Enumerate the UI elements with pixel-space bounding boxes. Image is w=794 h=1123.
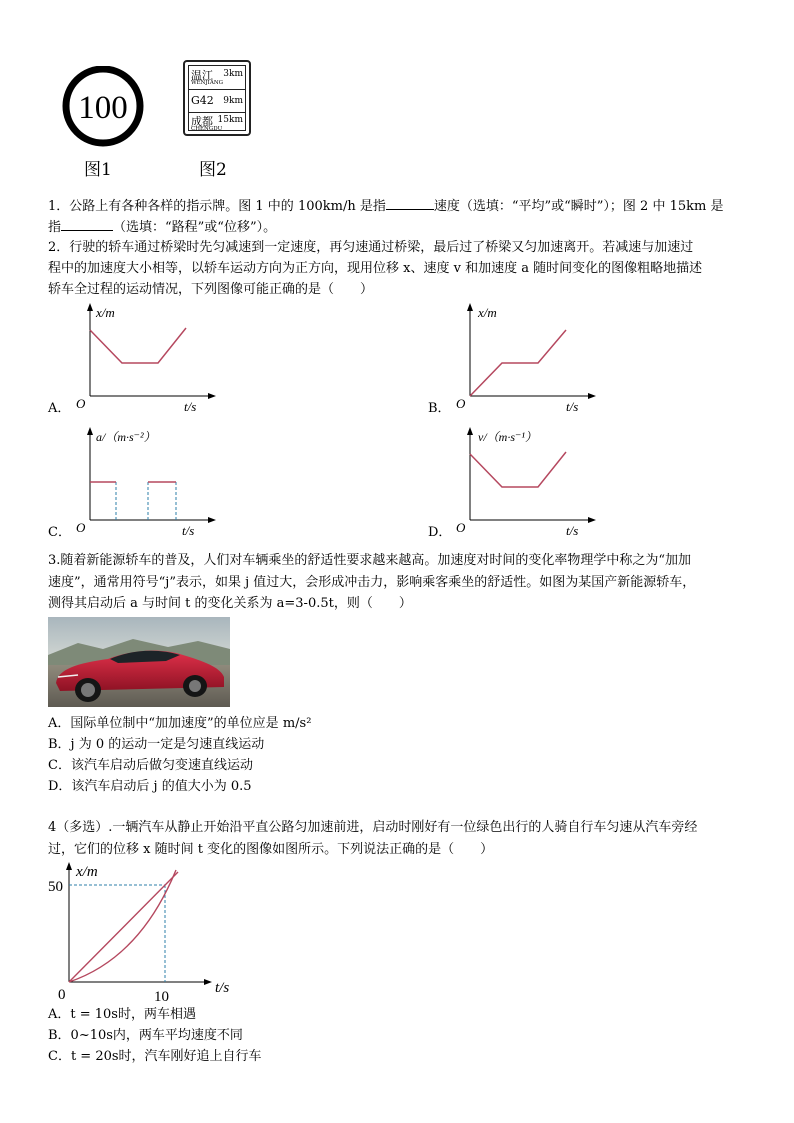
q2-graph-c[interactable] [70,424,220,544]
speed-limit-sign [60,66,150,152]
q3-option-a[interactable]: A．国际单位制中“加加速度”的单位应是 m/s² [48,716,312,731]
q4-line1: 4（多选）.一辆汽车从静止开始沿平直公路匀加速前进，启动时刚好有一位绿色出行的人骑自行车匀速从汽车旁经 [48,820,698,835]
q2-graph-b[interactable] [450,300,600,420]
q4-option-c[interactable]: C．t = 20s时，汽车刚好追上自行车 [48,1049,262,1064]
fig2-caption: 图2 [199,160,227,180]
distance-sign [183,60,251,136]
q2d-ylabel: v/（m·s⁻¹） [478,430,537,444]
sign-row-g42: G42 9km [189,89,245,113]
q2-option-b-letter[interactable]: B． [428,401,451,416]
q2a-origin: O [76,396,86,411]
q2b-origin: O [456,396,466,411]
q4-ylabel: x/m [76,864,98,880]
q2-option-d-letter[interactable]: D． [428,525,452,540]
q2a-curve [90,328,186,363]
q2-graph-a[interactable] [70,300,220,420]
q4-graph [40,858,240,1006]
car-photo [48,617,230,707]
fig1-caption: 图1 [84,160,112,180]
q3-line2: 速度”，通常用符号“j”表示，如果 j 值过大，会形成冲击力，影响乘客乘坐的舒适性。如图为某国产新能源轿车， [48,575,696,590]
sign-row-chengdu: 成都 15km CHENGDU [191,115,243,132]
q2c-ylabel: a/（m·s⁻²） [96,430,156,444]
q2a-xlabel: t/s [184,399,197,414]
q3-line1: 3.随着新能源轿车的普及，人们对车辆乘坐的舒适性要求越来越高。加速度对时间的变化率物理学中称之为“加加 [48,553,692,568]
q2b-xlabel: t/s [566,399,579,414]
q2c-xlabel: t/s [182,523,195,538]
q2d-origin: O [456,520,466,535]
q4-origin: 0 [58,987,66,1003]
speed-limit-value: 100 [78,90,128,126]
q2d-curve [470,452,566,487]
q2d-xlabel: t/s [566,523,579,538]
q2-line1: 2．行驶的轿车通过桥梁时先匀减速到一定速度，再匀速通过桥梁，最后过了桥梁又匀加速离开。若减速与加速过 [48,240,694,255]
q4-bicycle-line [69,872,178,982]
q1-line1: 1．公路上有各种各样的指示牌。图 1 中的 100km/h 是指 速度（选填：“平均”或“瞬时”）；图 2 中 15km 是 [48,195,723,217]
q2b-curve [470,330,566,396]
q2-line2: 程中的加速度大小相等，以轿车运动方向为正方向，现用位移 x、速度 v 和加速度 a 随时间变化的图像粗略地描述 [48,261,703,276]
q3-line3: 测得其启动后 a 与时间 t 的变化关系为 a=3-0.5t，则（ ） [48,596,412,611]
q2c-origin: O [76,520,86,535]
q4-x-tick: 10 [154,989,169,1005]
q4-xlabel: t/s [215,980,230,996]
q3-option-d[interactable]: D．该汽车启动后 j 的值大小为 0.5 [48,779,252,794]
q3-option-b[interactable]: B．j 为 0 的运动一定是匀速直线运动 [48,737,265,752]
q2-option-a-letter[interactable]: A． [48,401,71,416]
q3-option-c[interactable]: C．该汽车启动后做匀变速直线运动 [48,758,253,773]
q1-line2: 指 （选填：“路程”或“位移”）。 [48,216,276,238]
q4-line2: 过，它们的位移 x 随时间 t 变化的图像如图所示。下列说法正确的是（ ） [48,842,494,857]
sign-row-wenjiang: 温江 3km WENJIANG [189,66,245,90]
q2b-ylabel: x/m [478,305,497,320]
q2-line3: 轿车全过程的运动情况，下列图像可能正确的是（ ） [48,282,374,297]
q2-graph-d[interactable] [450,424,600,544]
q4-option-a[interactable]: A．t = 10s时，两车相遇 [48,1007,196,1022]
q2a-ylabel: x/m [96,305,115,320]
q4-y-tick: 50 [48,879,63,895]
q2-option-c-letter[interactable]: C． [48,525,71,540]
q4-option-b[interactable]: B．0~10s内，两车平均速度不同 [48,1028,243,1043]
